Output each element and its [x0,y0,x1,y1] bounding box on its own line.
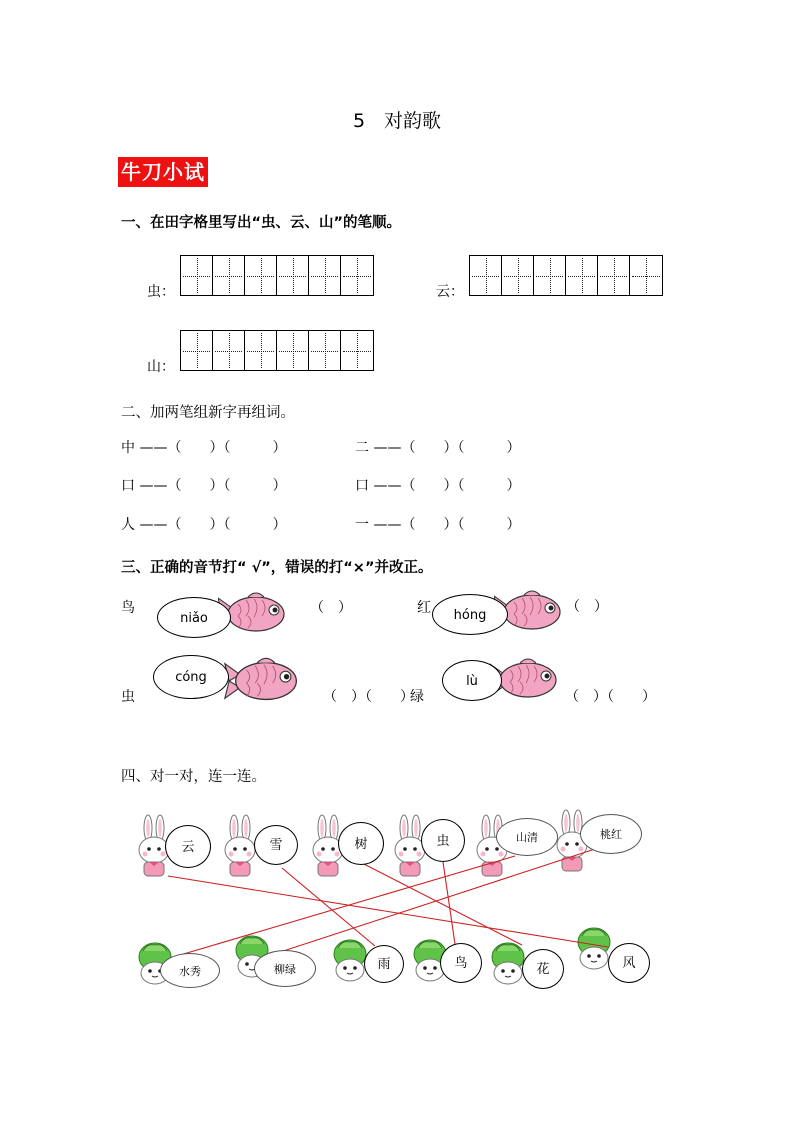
q3-heading: 三、正确的音节打“ √”，错误的打“×”并改正。 [121,560,433,576]
match-top-yun[interactable]: 云 [165,825,211,868]
match-bottom-niao[interactable]: 鸟 [440,943,482,983]
q3-brackets-lv[interactable]: （ ）（ ） [565,689,656,705]
match-top-shanqing[interactable]: 山清 [496,818,558,856]
page-title: 5 对韵歌 [352,110,442,132]
match-bottom-liulv[interactable]: 柳绿 [254,950,316,987]
q4-heading: 四、对一对，连一连。 [121,769,266,785]
q3-brackets-niao[interactable]: （ ） [310,600,352,616]
q2-row1-right: 二 ——（ ）（ ） [355,440,521,456]
match-top-shu[interactable]: 树 [338,822,384,865]
bunny-icon [225,815,255,876]
q2-row3-right: 一 ——（ ）（ ） [355,517,521,533]
q1-label-shan: 山： [147,359,175,375]
q2-row1-left: 中 ——（ ）（ ） [121,440,287,456]
q2-row2-left: 口 ——（ ）（ ） [121,478,287,494]
cabbage-icon [578,928,610,969]
q3-brackets-hong[interactable]: （ ） [566,599,608,615]
match-top-chong[interactable]: 虫 [421,819,465,862]
match-top-taohong[interactable]: 桃红 [580,814,642,854]
q3-char-chong: 虫 [121,689,135,705]
pinyin-oval-hong: hóng [432,594,508,635]
q3-char-niao: 鸟 [121,600,135,616]
q3-brackets-chong[interactable]: （ ）（ ） [323,689,414,705]
match-bottom-yu[interactable]: 雨 [364,945,404,983]
match-top-xue[interactable]: 雪 [254,825,298,865]
bunny-icon [395,815,425,876]
pinyin-oval-niao: niǎo [157,597,231,638]
section-badge: 牛刀小试 [118,157,208,187]
pinyin-oval-lv: lù [442,660,502,701]
q2-row3-left: 人 ——（ ）（ ） [121,517,287,533]
q3-char-lv: 绿 [410,689,424,705]
match-bottom-shuixiu[interactable]: 水秀 [160,953,220,988]
q1-heading: 一、在田字格里写出“虫、云、山”的笔顺。 [121,215,402,231]
match-bottom-feng[interactable]: 风 [608,943,650,983]
match-bottom-hua[interactable]: 花 [522,949,564,989]
q2-heading: 二、加两笔组新字再组词。 [121,405,295,421]
q1-label-yun: 云： [436,284,464,300]
q1-label-chong: 虫： [147,284,175,300]
q2-row2-right: 口 ——（ ）（ ） [355,478,521,494]
cabbage-icon [492,943,524,984]
cabbage-icon [334,940,366,981]
pinyin-oval-cong: cóng [153,655,229,699]
q3-char-hong: 红 [417,600,431,616]
